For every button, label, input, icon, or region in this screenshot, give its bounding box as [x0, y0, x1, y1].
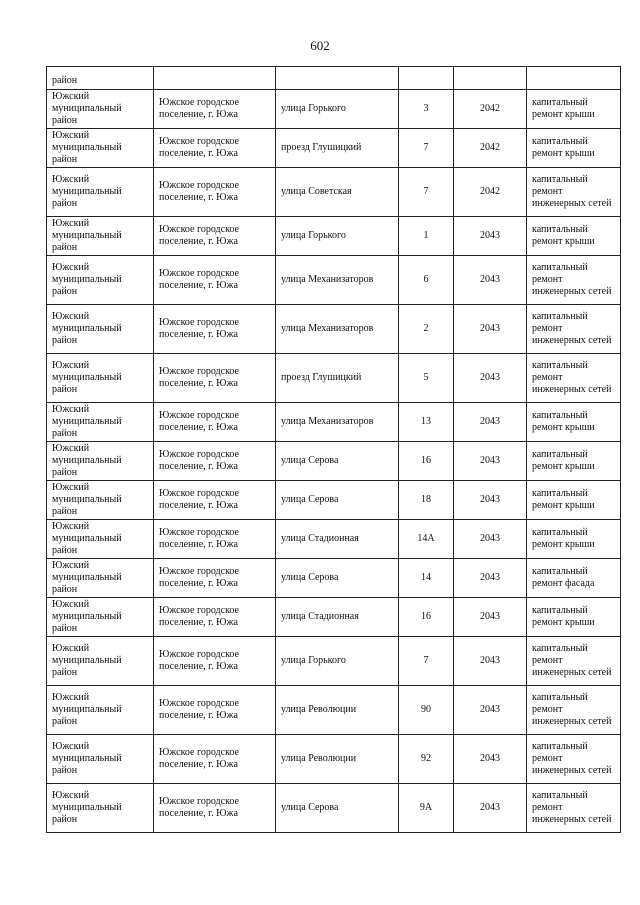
house-cell: 3: [399, 90, 454, 129]
year-cell: 2043: [454, 520, 527, 559]
house-cell: 1: [399, 217, 454, 256]
work-type-cell: капитальный ремонт крыши: [527, 598, 621, 637]
table-row: [47, 637, 621, 686]
work-type-cell: капитальный ремонт фасада: [527, 559, 621, 598]
district-cell: Южский муниципальный район: [47, 354, 154, 403]
street-cell: улица Советская: [276, 168, 399, 217]
table-row: [47, 256, 621, 305]
year-cell: 2043: [454, 305, 527, 354]
year-cell: [454, 67, 527, 90]
street-cell: улица Серова: [276, 559, 399, 598]
table-row: [47, 481, 621, 520]
street-cell: улица Стадионная: [276, 520, 399, 559]
work-type-cell: капитальный ремонт инженерных сетей: [527, 686, 621, 735]
house-cell: 7: [399, 129, 454, 168]
street-cell: проезд Глушицкий: [276, 354, 399, 403]
table-row: [47, 129, 621, 168]
work-type-cell: капитальный ремонт инженерных сетей: [527, 784, 621, 833]
district-cell: Южский муниципальный район: [47, 598, 154, 637]
street-cell: улица Серова: [276, 784, 399, 833]
table-row: [47, 735, 621, 784]
year-cell: 2043: [454, 256, 527, 305]
year-cell: 2043: [454, 442, 527, 481]
settlement-cell: Южское городское поселение, г. Южа: [154, 217, 276, 256]
district-cell: Южский муниципальный район: [47, 217, 154, 256]
settlement-cell: Южское городское поселение, г. Южа: [154, 784, 276, 833]
table-row: [47, 442, 621, 481]
district-cell: Южский муниципальный район: [47, 90, 154, 129]
table-row: [47, 305, 621, 354]
house-cell: 13: [399, 403, 454, 442]
registry-table-body: [47, 67, 621, 833]
work-type-cell: капитальный ремонт крыши: [527, 129, 621, 168]
work-type-cell: капитальный ремонт крыши: [527, 403, 621, 442]
work-type-cell: капитальный ремонт инженерных сетей: [527, 637, 621, 686]
street-cell: улица Горького: [276, 90, 399, 129]
table-row: [47, 784, 621, 833]
district-cell: Южский муниципальный район: [47, 168, 154, 217]
year-cell: 2043: [454, 735, 527, 784]
settlement-cell: Южское городское поселение, г. Южа: [154, 520, 276, 559]
table-row: [47, 90, 621, 129]
table-row: [47, 168, 621, 217]
work-type-cell: капитальный ремонт инженерных сетей: [527, 256, 621, 305]
settlement-cell: Южское городское поселение, г. Южа: [154, 686, 276, 735]
table-row: [47, 354, 621, 403]
year-cell: 2042: [454, 168, 527, 217]
settlement-cell: Южское городское поселение, г. Южа: [154, 305, 276, 354]
district-cell: Южский муниципальный район: [47, 637, 154, 686]
house-cell: 5: [399, 354, 454, 403]
settlement-cell: Южское городское поселение, г. Южа: [154, 403, 276, 442]
street-cell: улица Механизаторов: [276, 256, 399, 305]
year-cell: 2042: [454, 129, 527, 168]
street-cell: проезд Глушицкий: [276, 129, 399, 168]
street-cell: улица Механизаторов: [276, 305, 399, 354]
work-type-cell: капитальный ремонт крыши: [527, 217, 621, 256]
work-type-cell: капитальный ремонт крыши: [527, 520, 621, 559]
table-row: [47, 559, 621, 598]
house-cell: 18: [399, 481, 454, 520]
district-cell: Южский муниципальный район: [47, 481, 154, 520]
continuation-row: [47, 67, 621, 90]
settlement-cell: Южское городское поселение, г. Южа: [154, 256, 276, 305]
street-cell: улица Революции: [276, 686, 399, 735]
house-cell: 7: [399, 637, 454, 686]
work-type-cell: капитальный ремонт крыши: [527, 481, 621, 520]
settlement-cell: Южское городское поселение, г. Южа: [154, 637, 276, 686]
house-cell: 90: [399, 686, 454, 735]
settlement-cell: Южское городское поселение, г. Южа: [154, 735, 276, 784]
table-row: [47, 686, 621, 735]
table-row: [47, 217, 621, 256]
house-cell: 6: [399, 256, 454, 305]
settlement-cell: Южское городское поселение, г. Южа: [154, 481, 276, 520]
year-cell: 2043: [454, 481, 527, 520]
street-cell: улица Стадионная: [276, 598, 399, 637]
settlement-cell: Южское городское поселение, г. Южа: [154, 90, 276, 129]
district-cell: Южский муниципальный район: [47, 686, 154, 735]
district-cell: Южский муниципальный район: [47, 256, 154, 305]
year-cell: 2043: [454, 784, 527, 833]
work-type-cell: капитальный ремонт крыши: [527, 442, 621, 481]
settlement-cell: Южское городское поселение, г. Южа: [154, 559, 276, 598]
year-cell: 2043: [454, 637, 527, 686]
registry-table: [46, 66, 621, 833]
year-cell: 2043: [454, 217, 527, 256]
house-cell: 16: [399, 598, 454, 637]
year-cell: 2043: [454, 354, 527, 403]
district-cell: Южский муниципальный район: [47, 520, 154, 559]
year-cell: 2043: [454, 559, 527, 598]
street-cell: улица Горького: [276, 637, 399, 686]
table-row: [47, 520, 621, 559]
settlement-cell: Южское городское поселение, г. Южа: [154, 598, 276, 637]
house-cell: 92: [399, 735, 454, 784]
district-cell: район: [47, 67, 154, 90]
year-cell: 2043: [454, 686, 527, 735]
table-row: [47, 403, 621, 442]
page-number: 602: [310, 38, 330, 53]
settlement-cell: Южское городское поселение, г. Южа: [154, 168, 276, 217]
year-cell: 2043: [454, 403, 527, 442]
district-cell: Южский муниципальный район: [47, 559, 154, 598]
house-cell: 7: [399, 168, 454, 217]
work-type-cell: капитальный ремонт инженерных сетей: [527, 168, 621, 217]
house-cell: [399, 67, 454, 90]
district-cell: Южский муниципальный район: [47, 442, 154, 481]
house-cell: 9А: [399, 784, 454, 833]
work-type-cell: капитальный ремонт инженерных сетей: [527, 305, 621, 354]
table-row: [47, 598, 621, 637]
district-cell: Южский муниципальный район: [47, 403, 154, 442]
district-cell: Южский муниципальный район: [47, 129, 154, 168]
year-cell: 2043: [454, 598, 527, 637]
street-cell: улица Механизаторов: [276, 403, 399, 442]
district-cell: Южский муниципальный район: [47, 735, 154, 784]
street-cell: улица Горького: [276, 217, 399, 256]
settlement-cell: Южское городское поселение, г. Южа: [154, 442, 276, 481]
work-type-cell: капитальный ремонт инженерных сетей: [527, 735, 621, 784]
district-cell: Южский муниципальный район: [47, 305, 154, 354]
settlement-cell: Южское городское поселение, г. Южа: [154, 129, 276, 168]
settlement-cell: Южское городское поселение, г. Южа: [154, 354, 276, 403]
house-cell: 16: [399, 442, 454, 481]
street-cell: улица Серова: [276, 442, 399, 481]
house-cell: 2: [399, 305, 454, 354]
street-cell: улица Революции: [276, 735, 399, 784]
street-cell: улица Серова: [276, 481, 399, 520]
house-cell: 14: [399, 559, 454, 598]
house-cell: 14А: [399, 520, 454, 559]
street-cell: [276, 67, 399, 90]
district-cell: Южский муниципальный район: [47, 784, 154, 833]
work-type-cell: капитальный ремонт крыши: [527, 90, 621, 129]
work-type-cell: [527, 67, 621, 90]
work-type-cell: капитальный ремонт инженерных сетей: [527, 354, 621, 403]
year-cell: 2042: [454, 90, 527, 129]
settlement-cell: [154, 67, 276, 90]
